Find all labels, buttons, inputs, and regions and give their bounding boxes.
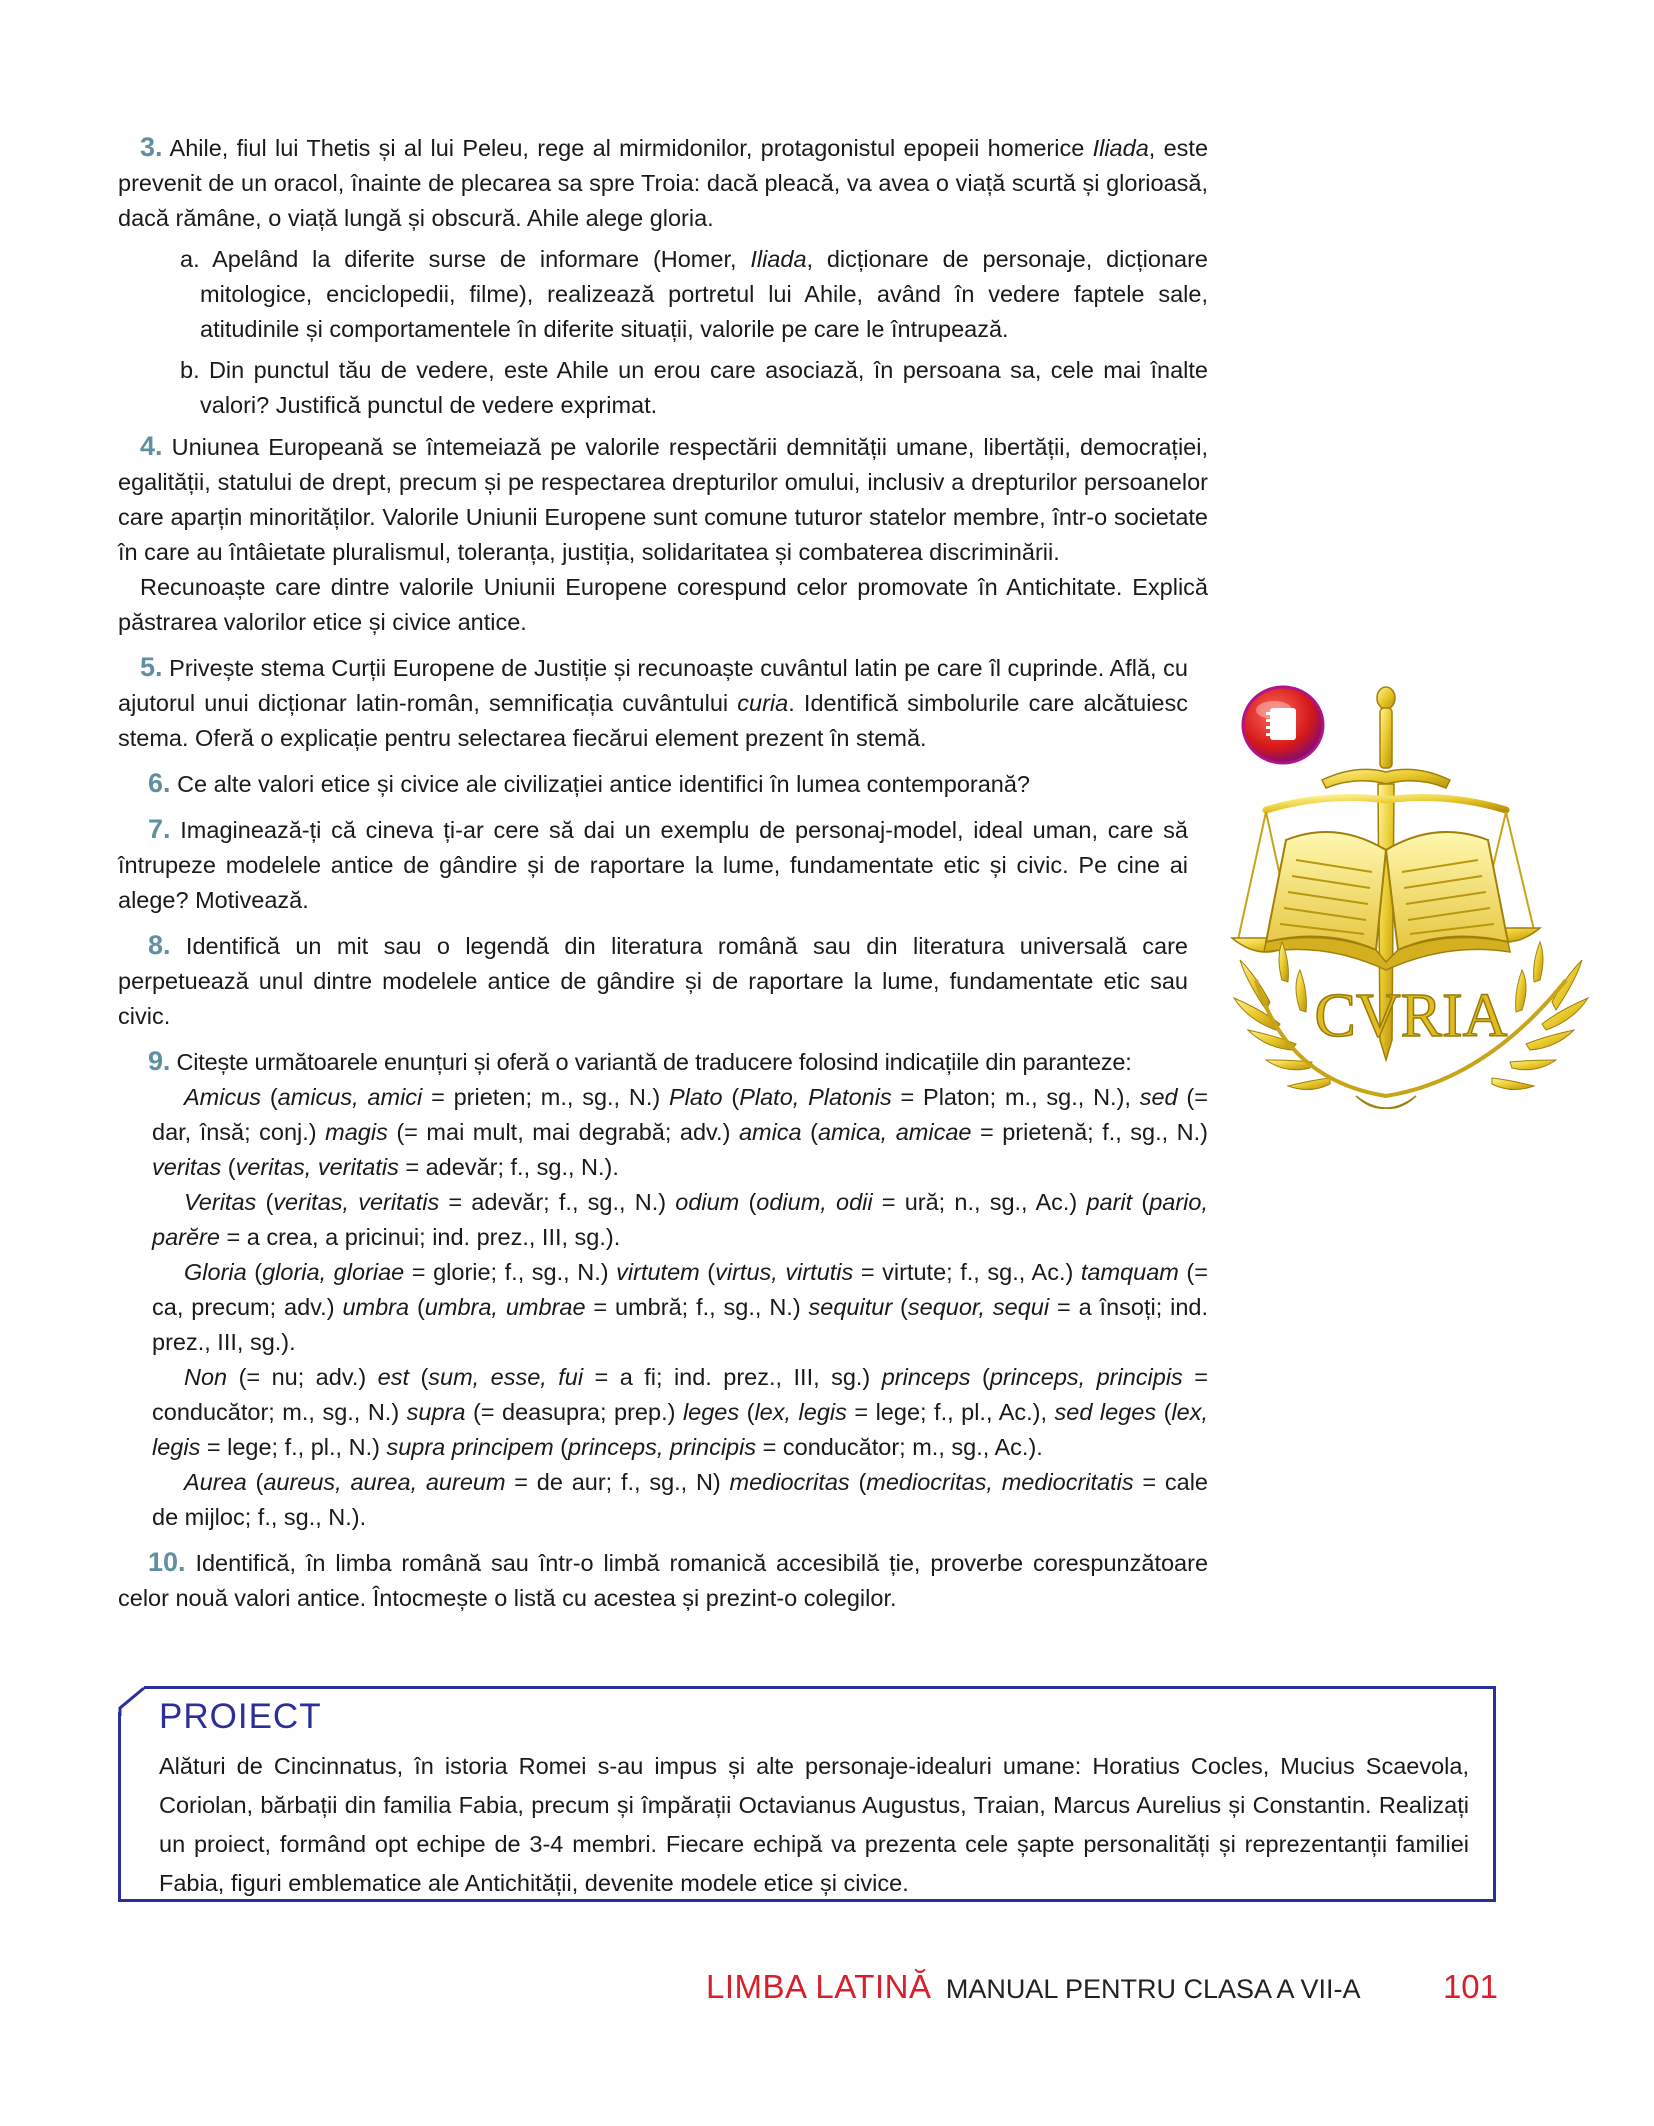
question-number: 6. <box>148 768 171 798</box>
page-footer <box>706 1968 1506 2012</box>
emblem-word: CVRIA <box>1314 982 1508 1050</box>
latin-term: Gloria <box>184 1259 247 1285</box>
subquestion-a: , dicționare de personaje, dicționare mitologice, enciclopedii, filme), realizează portretul lui Ahile, având în vedere faptele sale, atitudinile și comportamentele în diferite situații, valorile pe care le întrupează. <box>200 246 1208 342</box>
latin-term: gloria, gloriae <box>262 1259 405 1285</box>
latin-term: leges <box>682 1399 740 1425</box>
project-corner-notch <box>118 1686 144 1712</box>
latin-term: amicus, amici <box>277 1084 423 1110</box>
subquestion-a-italic: Iliada <box>750 246 807 272</box>
latin-term: lex, legis <box>754 1399 847 1425</box>
latin-term: Non <box>184 1364 228 1390</box>
latin-sentence-1 <box>118 1080 1208 1185</box>
question-10 <box>118 1545 1208 1616</box>
latin-term: est <box>377 1364 409 1390</box>
latin-sentence-2 <box>118 1185 1208 1255</box>
latin-term: virtus, virtutis <box>715 1259 854 1285</box>
latin-term: princeps <box>881 1364 971 1390</box>
footer-subject: LIMBA LATINĂ <box>706 1968 932 2005</box>
latin-term: sequitur <box>808 1294 893 1320</box>
latin-term: Plato, Platonis <box>739 1084 892 1110</box>
gloss-text: = de aur; f., sg., N) <box>505 1469 730 1495</box>
question-6 <box>118 766 1188 802</box>
latin-term: virtutem <box>616 1259 700 1285</box>
question-number: 10. <box>148 1547 186 1577</box>
gloss-text: ( <box>221 1154 236 1180</box>
latin-term: lex, legis <box>152 1399 1208 1460</box>
question-text: Ce alte valori etice și civice ale civilizației antice identifici în lumea contemporană? <box>177 771 1030 797</box>
latin-sentences <box>118 1080 1208 1535</box>
question-9 <box>118 1044 1208 1535</box>
gloss-text: = prietenă; f., sg., N.) <box>971 1119 1209 1145</box>
question-text: , este prevenit de un oracol, înainte de plecarea sa spre Troia: dacă pleacă, va avea o viață scurtă și glorioasă, dacă rămâne, o viață lungă și obscură. Ahile alege gloria. <box>118 135 1209 231</box>
latin-term: sed leges <box>1054 1399 1157 1425</box>
gloss-text: = lege; f., pl., N.) <box>200 1434 387 1460</box>
gloss-text: ( <box>739 1399 755 1425</box>
footer-manual-title: MANUAL PENTRU CLASA A VII-A <box>945 1974 1361 2004</box>
latin-term: umbra <box>342 1294 410 1320</box>
project-box <box>118 1686 1496 1902</box>
question-text-italic: curia <box>737 690 789 716</box>
gloss-text: (= mai mult, mai degrabă; adv.) <box>387 1119 739 1145</box>
gloss-text: ( <box>849 1469 867 1495</box>
gloss-text: ( <box>1132 1189 1150 1215</box>
project-title: PROIECT <box>159 1697 322 1736</box>
gloss-text: (= nu; adv.) <box>227 1364 378 1390</box>
project-text: Alături de Cincinnatus, în istoria Romei s-au impus și alte personaje-idealuri umane: Horatius Cocles, Mucius Scaevola, Coriolan, bărbații din familia Fabia, precum și împărații Octavianus Augustus, Traian, Marcus Aurelius și Constantin. Realizați un proiect, formând opt echipe de 3-4 membri. Fiecare echipă va prezenta cele șapte personalități și reprezentanții familiei Fabia, figuri emblematice ale Antichității, devenite modele etice și civice. <box>159 1753 1469 1896</box>
gloss-text: = umbră; f., sg., N.) <box>585 1294 809 1320</box>
latin-term: sum, esse, fui <box>428 1364 584 1390</box>
question-number: 9. <box>148 1046 171 1076</box>
exercise-list <box>118 130 1208 1622</box>
question-text: Privește stema Curții Europene de Justiție și recunoaște cuvântul latin pe care îl cuprinde. Află, cu ajutorul unui dicționar latin-român, semnificația cuvântului <box>118 655 1189 716</box>
gloss-text: ( <box>261 1084 278 1110</box>
question-text: Imaginează-ți că cineva ți-ar cere să dai un exemplu de personaj-model, ideal uman, care să întrupeze modelele antice de gândire și de raportare la lume, fundamentate etic și civic. Pe cine ai alege? Motivează. <box>118 817 1188 913</box>
latin-sentence-3 <box>118 1255 1208 1360</box>
latin-term: umbra, umbrae <box>424 1294 586 1320</box>
latin-term: supra <box>406 1399 466 1425</box>
subquestion-b: b. Din punctul tău de vedere, este Ahile un erou care asociază, în persoana sa, cele mai înalte valori? Justifică punctul de vedere exprimat. <box>180 357 1208 418</box>
gloss-text: = conducător; m., sg., N.) <box>152 1364 1208 1425</box>
gloss-text: = cale de mijloc; f., sg., N.). <box>152 1469 1209 1530</box>
latin-term: veritas <box>152 1154 222 1180</box>
latin-term: amica <box>738 1119 802 1145</box>
latin-term: magis <box>325 1119 388 1145</box>
question-text: Identifică, în limba română sau într-o limbă romanică accesibilă ție, proverbe corespunzătoare celor nouă valori antice. Întocmește o listă cu acestea și prezint-o colegilor. <box>118 1550 1209 1611</box>
latin-term: odium, odii <box>756 1189 873 1215</box>
subquestion-a: a. Apelând la diferite surse de informare (Homer, <box>180 246 751 272</box>
gloss-text: ( <box>699 1259 716 1285</box>
gloss-text: = adevăr; f., sg., N.) <box>439 1189 676 1215</box>
court-of-justice-emblem <box>1226 680 1596 1140</box>
question-3 <box>118 130 1208 423</box>
latin-term: princeps, principis <box>568 1434 757 1460</box>
gloss-text: ( <box>970 1364 990 1390</box>
latin-term: Plato <box>669 1084 723 1110</box>
gloss-text: = a fi; ind. prez., III, sg.) <box>583 1364 882 1390</box>
gloss-text: = glorie; f., sg., N.) <box>404 1259 617 1285</box>
latin-term: sed <box>1139 1084 1178 1110</box>
gloss-text: ( <box>739 1189 757 1215</box>
latin-term: veritas, veritatis <box>273 1189 440 1215</box>
gloss-text: = conducător; m., sg., Ac.). <box>756 1434 1043 1460</box>
question-4 <box>118 429 1208 640</box>
latin-term: parit <box>1086 1189 1133 1215</box>
question-number: 8. <box>148 930 171 960</box>
latin-term: mediocritas <box>729 1469 850 1495</box>
latin-term: odium <box>675 1189 740 1215</box>
latin-term: princeps, principis <box>989 1364 1183 1390</box>
gloss-text: ( <box>722 1084 740 1110</box>
latin-term: Aurea <box>184 1469 247 1495</box>
gloss-text: = a crea, a pricinui; ind. prez., III, sg.). <box>219 1224 621 1250</box>
gloss-text: = a însoți; ind. prez., III, sg.). <box>152 1294 1209 1355</box>
latin-term: Amicus <box>184 1084 262 1110</box>
gloss-text: = ură; n., sg., Ac.) <box>872 1189 1087 1215</box>
gloss-text: (= ca, precum; adv.) <box>152 1259 1208 1320</box>
latin-sentence-5 <box>118 1465 1208 1535</box>
latin-term: mediocritas, mediocritatis <box>866 1469 1134 1495</box>
question-text: Uniunea Europeană se întemeiază pe valorile respectării demnității umane, libertății, democrației, egalității, statului de drept, precum și pe respectarea drepturilor omului, inclusiv a drepturilor persoanelor care aparțin minorităților. Valorile Uniunii Europene sunt comune tuturor statelor membre, într-o societate în care au întâietate pluralismul, toleranța, justiția, solidaritatea și combaterea discriminării. <box>118 434 1209 565</box>
question-number: 7. <box>148 814 171 844</box>
latin-term: veritas, veritatis <box>235 1154 399 1180</box>
gloss-text: ( <box>1156 1399 1172 1425</box>
question-number: 5. <box>140 652 163 682</box>
gloss-text: (= dar, însă; conj.) <box>152 1084 1208 1145</box>
gloss-text: ( <box>553 1434 569 1460</box>
gloss-text: ( <box>409 1294 425 1320</box>
gloss-text: = lege; f., pl., Ac.), <box>846 1399 1055 1425</box>
latin-term: supra principem <box>386 1434 554 1460</box>
latin-term: aureus, aurea, aureum <box>263 1469 506 1495</box>
gloss-text: ( <box>801 1119 818 1145</box>
gloss-text: = Platon; m., sg., N.), <box>891 1084 1140 1110</box>
question-5 <box>118 650 1188 756</box>
question-text: Citește următoarele enunțuri și oferă o variantă de traducere folosind indicațiile din paranteze: <box>176 1049 1132 1075</box>
question-number: 3. <box>140 132 163 162</box>
question-text: Ahile, fiul lui Thetis și al lui Peleu, rege al mirmidonilor, protagonistul epopeii homerice <box>169 135 1093 161</box>
question-text-italic: Iliada <box>1092 135 1149 161</box>
gloss-text: ( <box>256 1189 274 1215</box>
gloss-text: ( <box>409 1364 429 1390</box>
question-task: Recunoaște care dintre valorile Uniunii Europene corespund celor promovate în Antichitate. Explică păstrarea valorilor etice și civice antice. <box>118 574 1208 635</box>
gloss-text: = adevăr; f., sg., N.). <box>398 1154 619 1180</box>
question-8 <box>118 928 1188 1034</box>
gloss-text: ( <box>246 1469 264 1495</box>
gloss-text: (= deasupra; prep.) <box>465 1399 683 1425</box>
latin-term: Veritas <box>184 1189 257 1215</box>
latin-sentence-4 <box>118 1360 1208 1465</box>
question-7 <box>118 812 1188 918</box>
question-text: Identifică un mit sau o legendă din literatura română sau din literatura universală care perpetuează unul dintre modelele antice de gândire și de raportare la lume, fundamentate etic sau civic. <box>118 933 1188 1029</box>
latin-term: pario, parĕre <box>152 1189 1208 1250</box>
question-number: 4. <box>140 431 163 461</box>
gloss-text: ( <box>246 1259 263 1285</box>
latin-term: sequor, sequi <box>907 1294 1050 1320</box>
gloss-text: ( <box>892 1294 908 1320</box>
page-number: 101 <box>1442 1968 1498 2005</box>
latin-term: amica, amicae <box>817 1119 972 1145</box>
gloss-text: = virtute; f., sg., Ac.) <box>853 1259 1081 1285</box>
gloss-text: = prieten; m., sg., N.) <box>422 1084 669 1110</box>
question-text: . Identifică simbolurile care alcătuiesc stema. Oferă o explicație pentru selectarea fiecărui element prezent în stemă. <box>118 690 1188 751</box>
latin-term: tamquam <box>1080 1259 1179 1285</box>
